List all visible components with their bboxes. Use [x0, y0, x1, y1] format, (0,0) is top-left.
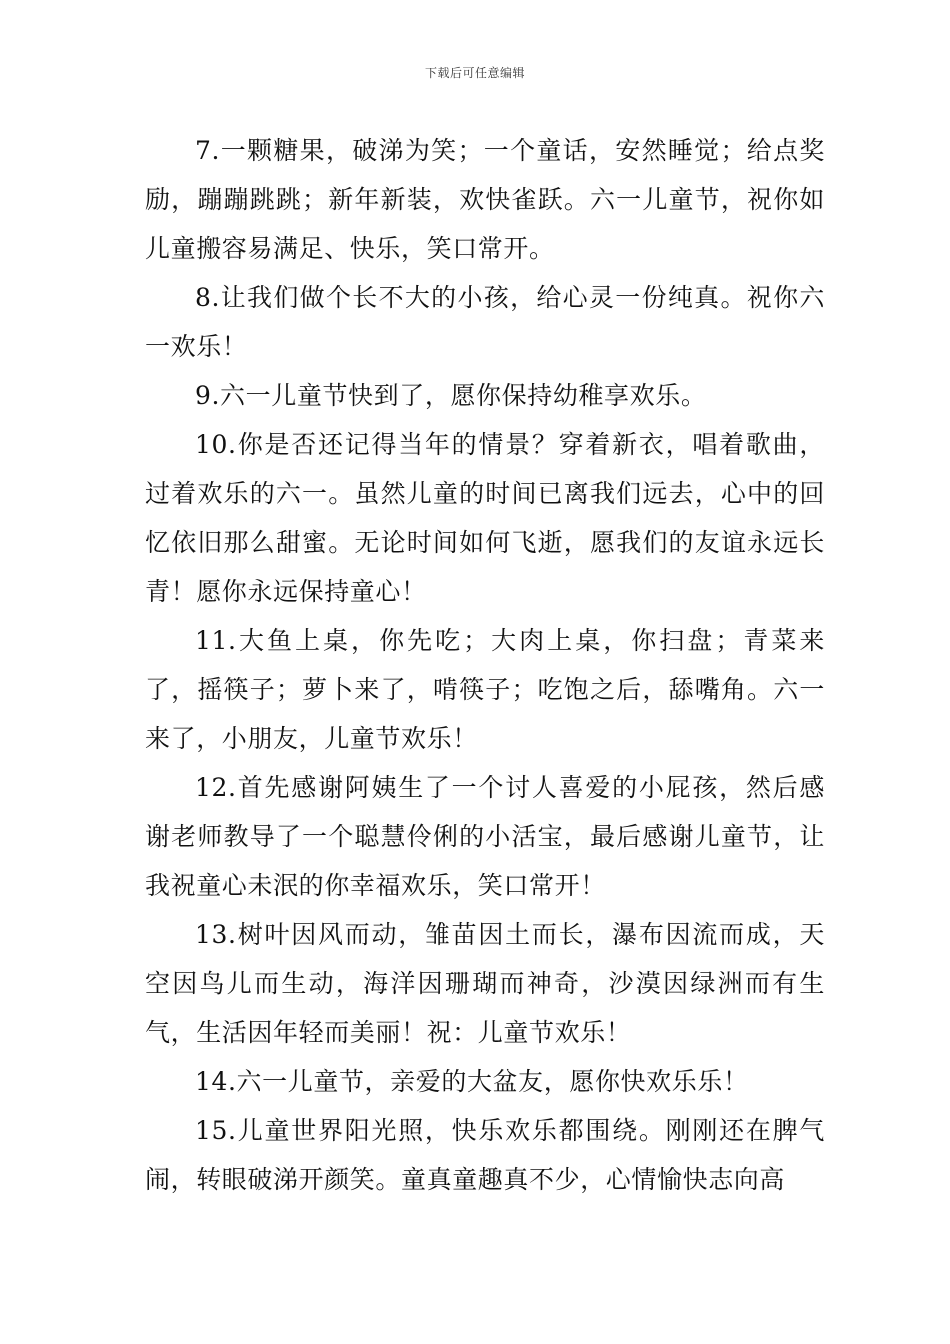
body-text [145, 126, 825, 1204]
paragraph-8: 8.让我们做个长不大的小孩，给心灵一份纯真。祝你六一欢乐！ [145, 283, 825, 361]
paragraph-10: 10.你是否还记得当年的情景？穿着新衣，唱着歌曲，过着欢乐的六一。虽然儿童的时间已离我们远去，心中的回忆依旧那么甜蜜。无论时间如何飞逝，愿我们的友谊永远长青！愿你永远保持童心！ [145, 430, 825, 606]
paragraph-7: 7.一颗糖果，破涕为笑；一个童话，安然睡觉；给点奖励，蹦蹦跳跳；新年新装，欢快雀跃。六一儿童节，祝你如儿童搬容易满足、快乐，笑口常开。 [145, 136, 825, 263]
paragraph-9: 9.六一儿童节快到了，愿你保持幼稚享欢乐。 [195, 381, 707, 410]
paragraph-12: 12.首先感谢阿姨生了一个讨人喜爱的小屁孩，然后感谢老师教导了一个聪慧伶俐的小活宝，最后感谢儿童节，让我祝童心未泯的你幸福欢乐，笑口常开！ [145, 773, 825, 900]
paragraph-11: 11.大鱼上桌，你先吃；大肉上桌，你扫盘；青菜来了，摇筷子；萝卜来了，啃筷子；吃饱之后，舔嘴角。六一来了，小朋友，儿童节欢乐！ [145, 626, 825, 753]
paragraph-15: 15.儿童世界阳光照，快乐欢乐都围绕。刚刚还在脾气闹，转眼破涕开颜笑。童真童趣真不少，心情愉快志向高 [145, 1116, 825, 1194]
paragraph-14: 14.六一儿童节，亲爱的大盆友，愿你快欢乐乐！ [195, 1067, 749, 1096]
header-note: 下载后可任意编辑 [424, 66, 525, 80]
paragraph-13: 13.树叶因风而动，雏苗因土而长，瀑布因流而成，天空因鸟儿而生动，海洋因珊瑚而神奇，沙漠因绿洲而有生气，生活因年轻而美丽！祝：儿童节欢乐！ [145, 920, 825, 1047]
